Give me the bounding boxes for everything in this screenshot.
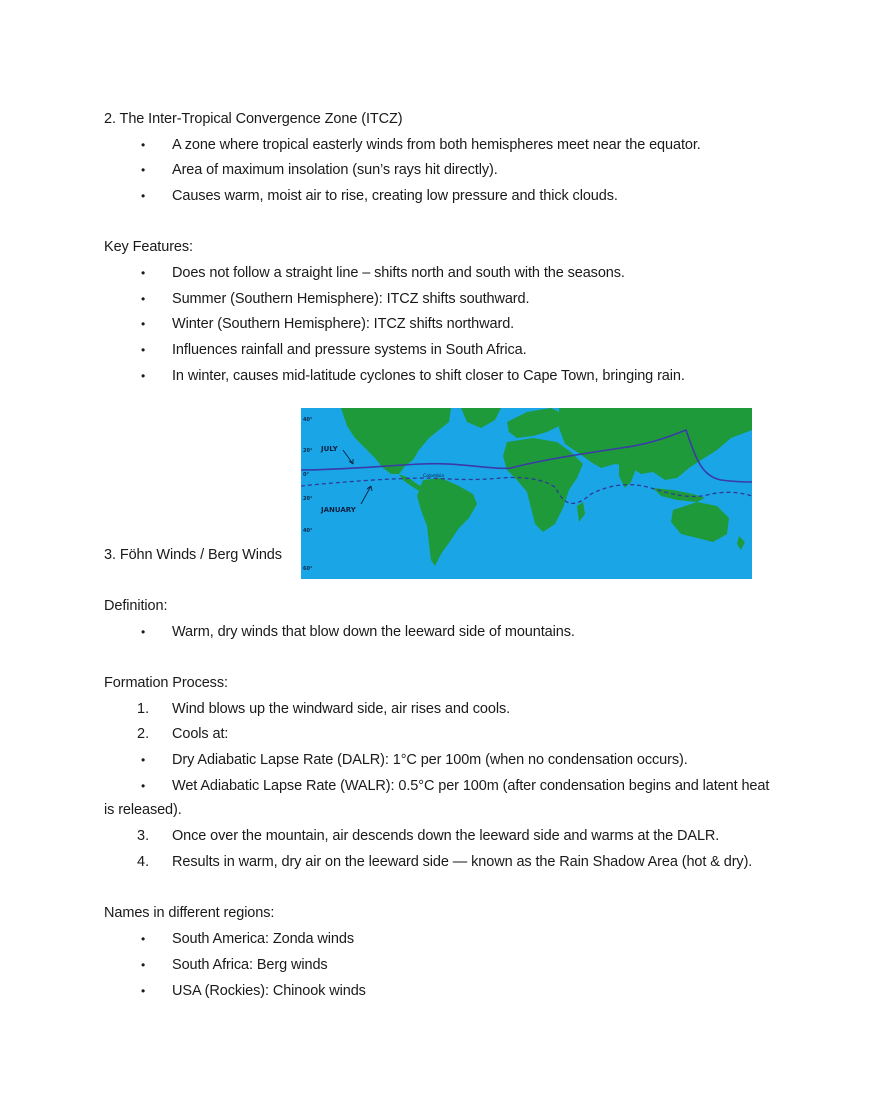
key-feature-2: Summer (Southern Hemisphere): ITCZ shifts southward.	[172, 291, 530, 307]
formation-step-2: Cools at:	[172, 726, 229, 742]
itcz-bullet-1: A zone where tropical easterly winds from both hemispheres meet near the equator.	[172, 137, 701, 153]
bullet-marker: •	[141, 369, 146, 383]
bullet-marker: •	[141, 266, 146, 280]
colombia-label: Colombia	[423, 474, 445, 479]
lat-label-20s: 20°	[303, 496, 313, 502]
definition-heading: Definition:	[104, 598, 168, 614]
january-label: JANUARY	[321, 506, 356, 514]
formation-step-3: Once over the mountain, air descends down the leeward side and warms at the DALR.	[172, 828, 720, 844]
bullet-marker: •	[141, 317, 146, 331]
itcz-map-svg	[301, 408, 752, 579]
fohn-heading: 3. Föhn Winds / Berg Winds	[104, 547, 282, 563]
bullet-marker: •	[141, 625, 146, 639]
lat-label-0: 0°	[303, 472, 309, 478]
walr-bullet-line1: Wet Adiabatic Lapse Rate (WALR): 0.5°C per 100m (after condensation begins and latent heat	[172, 778, 770, 794]
key-feature-4: Influences rainfall and pressure systems in South Africa.	[172, 342, 527, 358]
lat-label-20n: 20°	[303, 448, 313, 454]
names-heading: Names in different regions:	[104, 905, 275, 921]
bullet-marker: •	[141, 343, 146, 357]
lat-label-40n: 40°	[303, 417, 313, 423]
formation-step-1: Wind blows up the windward side, air rises and cools.	[172, 701, 511, 717]
key-features-heading: Key Features:	[104, 239, 193, 255]
step-number-2: 2.	[137, 726, 150, 742]
bullet-marker: •	[141, 932, 146, 946]
itcz-bullet-2: Area of maximum insolation (sun’s rays hit directly).	[172, 162, 498, 178]
bullet-marker: •	[141, 958, 146, 972]
step-number-4: 4.	[137, 854, 150, 870]
bullet-marker: •	[141, 779, 146, 793]
step-number-1: 1.	[137, 701, 150, 717]
walr-bullet-line2: is released).	[104, 802, 182, 818]
bullet-marker: •	[141, 292, 146, 306]
lat-label-40s: 40°	[303, 528, 313, 534]
name-south-africa: South Africa: Berg winds	[172, 957, 328, 973]
lat-label-60s: 60°	[303, 566, 313, 572]
name-south-america: South America: Zonda winds	[172, 931, 354, 947]
key-feature-3: Winter (Southern Hemisphere): ITCZ shifts northward.	[172, 316, 515, 332]
dalr-bullet: Dry Adiabatic Lapse Rate (DALR): 1°C per 100m (when no condensation occurs).	[172, 752, 688, 768]
bullet-marker: •	[141, 753, 146, 767]
key-feature-1: Does not follow a straight line – shifts north and south with the seasons.	[172, 265, 625, 281]
key-feature-5: In winter, causes mid-latitude cyclones to shift closer to Cape Town, bringing rain.	[172, 368, 685, 384]
itcz-world-map	[301, 408, 752, 579]
name-usa: USA (Rockies): Chinook winds	[172, 983, 366, 999]
bullet-marker: •	[141, 984, 146, 998]
bullet-marker: •	[141, 163, 146, 177]
bullet-marker: •	[141, 138, 146, 152]
definition-bullet-1: Warm, dry winds that blow down the leeward side of mountains.	[172, 624, 575, 640]
july-label: JULY	[321, 445, 338, 453]
formation-heading: Formation Process:	[104, 675, 228, 691]
itcz-heading: 2. The Inter-Tropical Convergence Zone (ITCZ)	[104, 111, 403, 127]
bullet-marker: •	[141, 189, 146, 203]
step-number-3: 3.	[137, 828, 150, 844]
formation-step-4: Results in warm, dry air on the leeward side — known as the Rain Shadow Area (hot & dry).	[172, 854, 753, 870]
itcz-bullet-3: Causes warm, moist air to rise, creating low pressure and thick clouds.	[172, 188, 618, 204]
